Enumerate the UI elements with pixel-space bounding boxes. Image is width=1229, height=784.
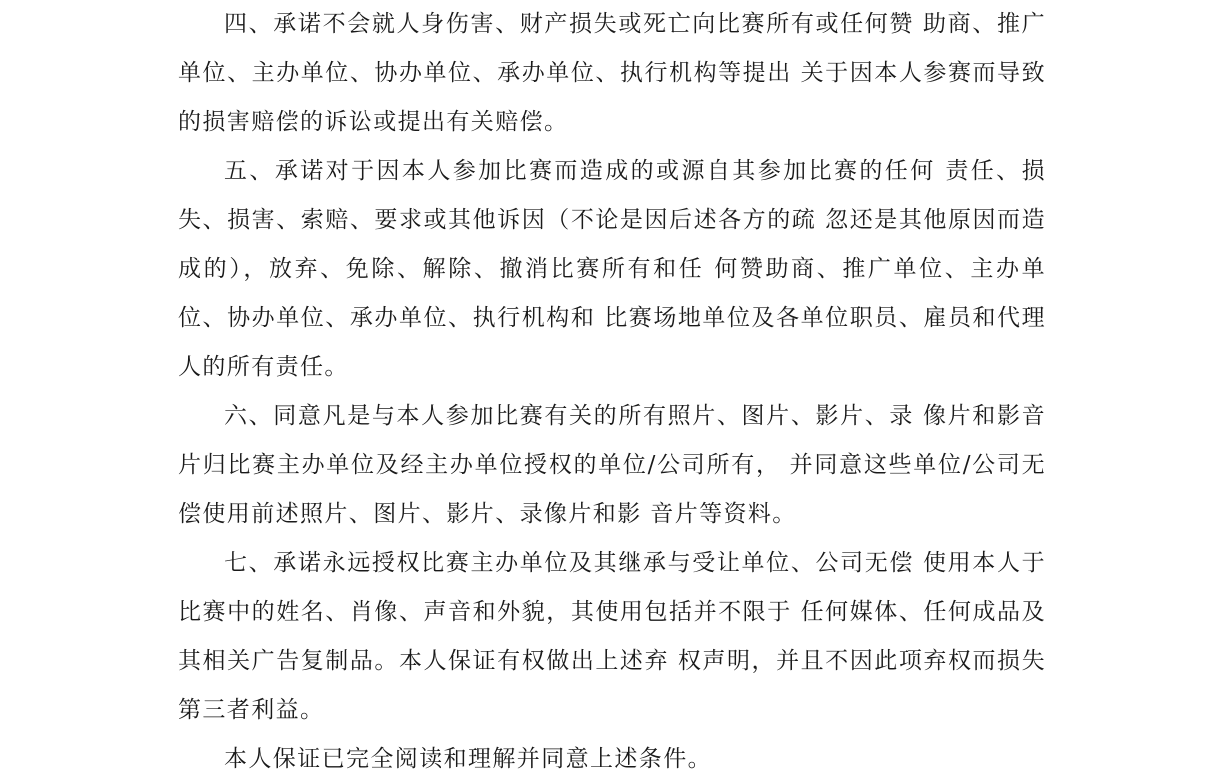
paragraph-clause-6: 六、同意凡是与本人参加比赛有关的所有照片、图片、影片、录 像片和影音片归比赛主办单位及经主办单位授权的单位/公司所有， 并同意这些单位/公司无偿使用前述照片、图片、影片、录像片和影 音片等资料。 [178, 403, 1046, 527]
paragraph-clause-5: 五、承诺对于因本人参加比赛而造成的或源自其参加比赛的任何 责任、损失、损害、索赔、要求或其他诉因（不论是因后述各方的疏 忽还是其他原因而造成的），放弃、免除、解除、撤消比赛所有和任 何赞助商、推广单位、主办单位、协办单位、承办单位、执行机构和 比赛场地单位及各单位职员、雇员和代理人的所有责任。 [178, 158, 1046, 380]
paragraph-clause-4: 四、承诺不会就人身伤害、财产损失或死亡向比赛所有或任何赞 助商、推广单位、主办单位、协办单位、承办单位、执行机构等提出 关于因本人参赛而导致的损害赔偿的诉讼或提出有关赔偿。 [178, 11, 1046, 135]
paragraph-clause-7: 七、承诺永远授权比赛主办单位及其继承与受让单位、公司无偿 使用本人于比赛中的姓名、肖像、声音和外貌，其使用包括并不限于 任何媒体、任何成品及其相关广告复制品。本人保证有权做出上述弃 权声明，并且不因此项弃权而损失第三者利益。 [178, 550, 1046, 723]
document-body [178, 0, 1046, 784]
paragraph-confirmation: 本人保证已完全阅读和理解并同意上述条件。 [224, 746, 712, 772]
